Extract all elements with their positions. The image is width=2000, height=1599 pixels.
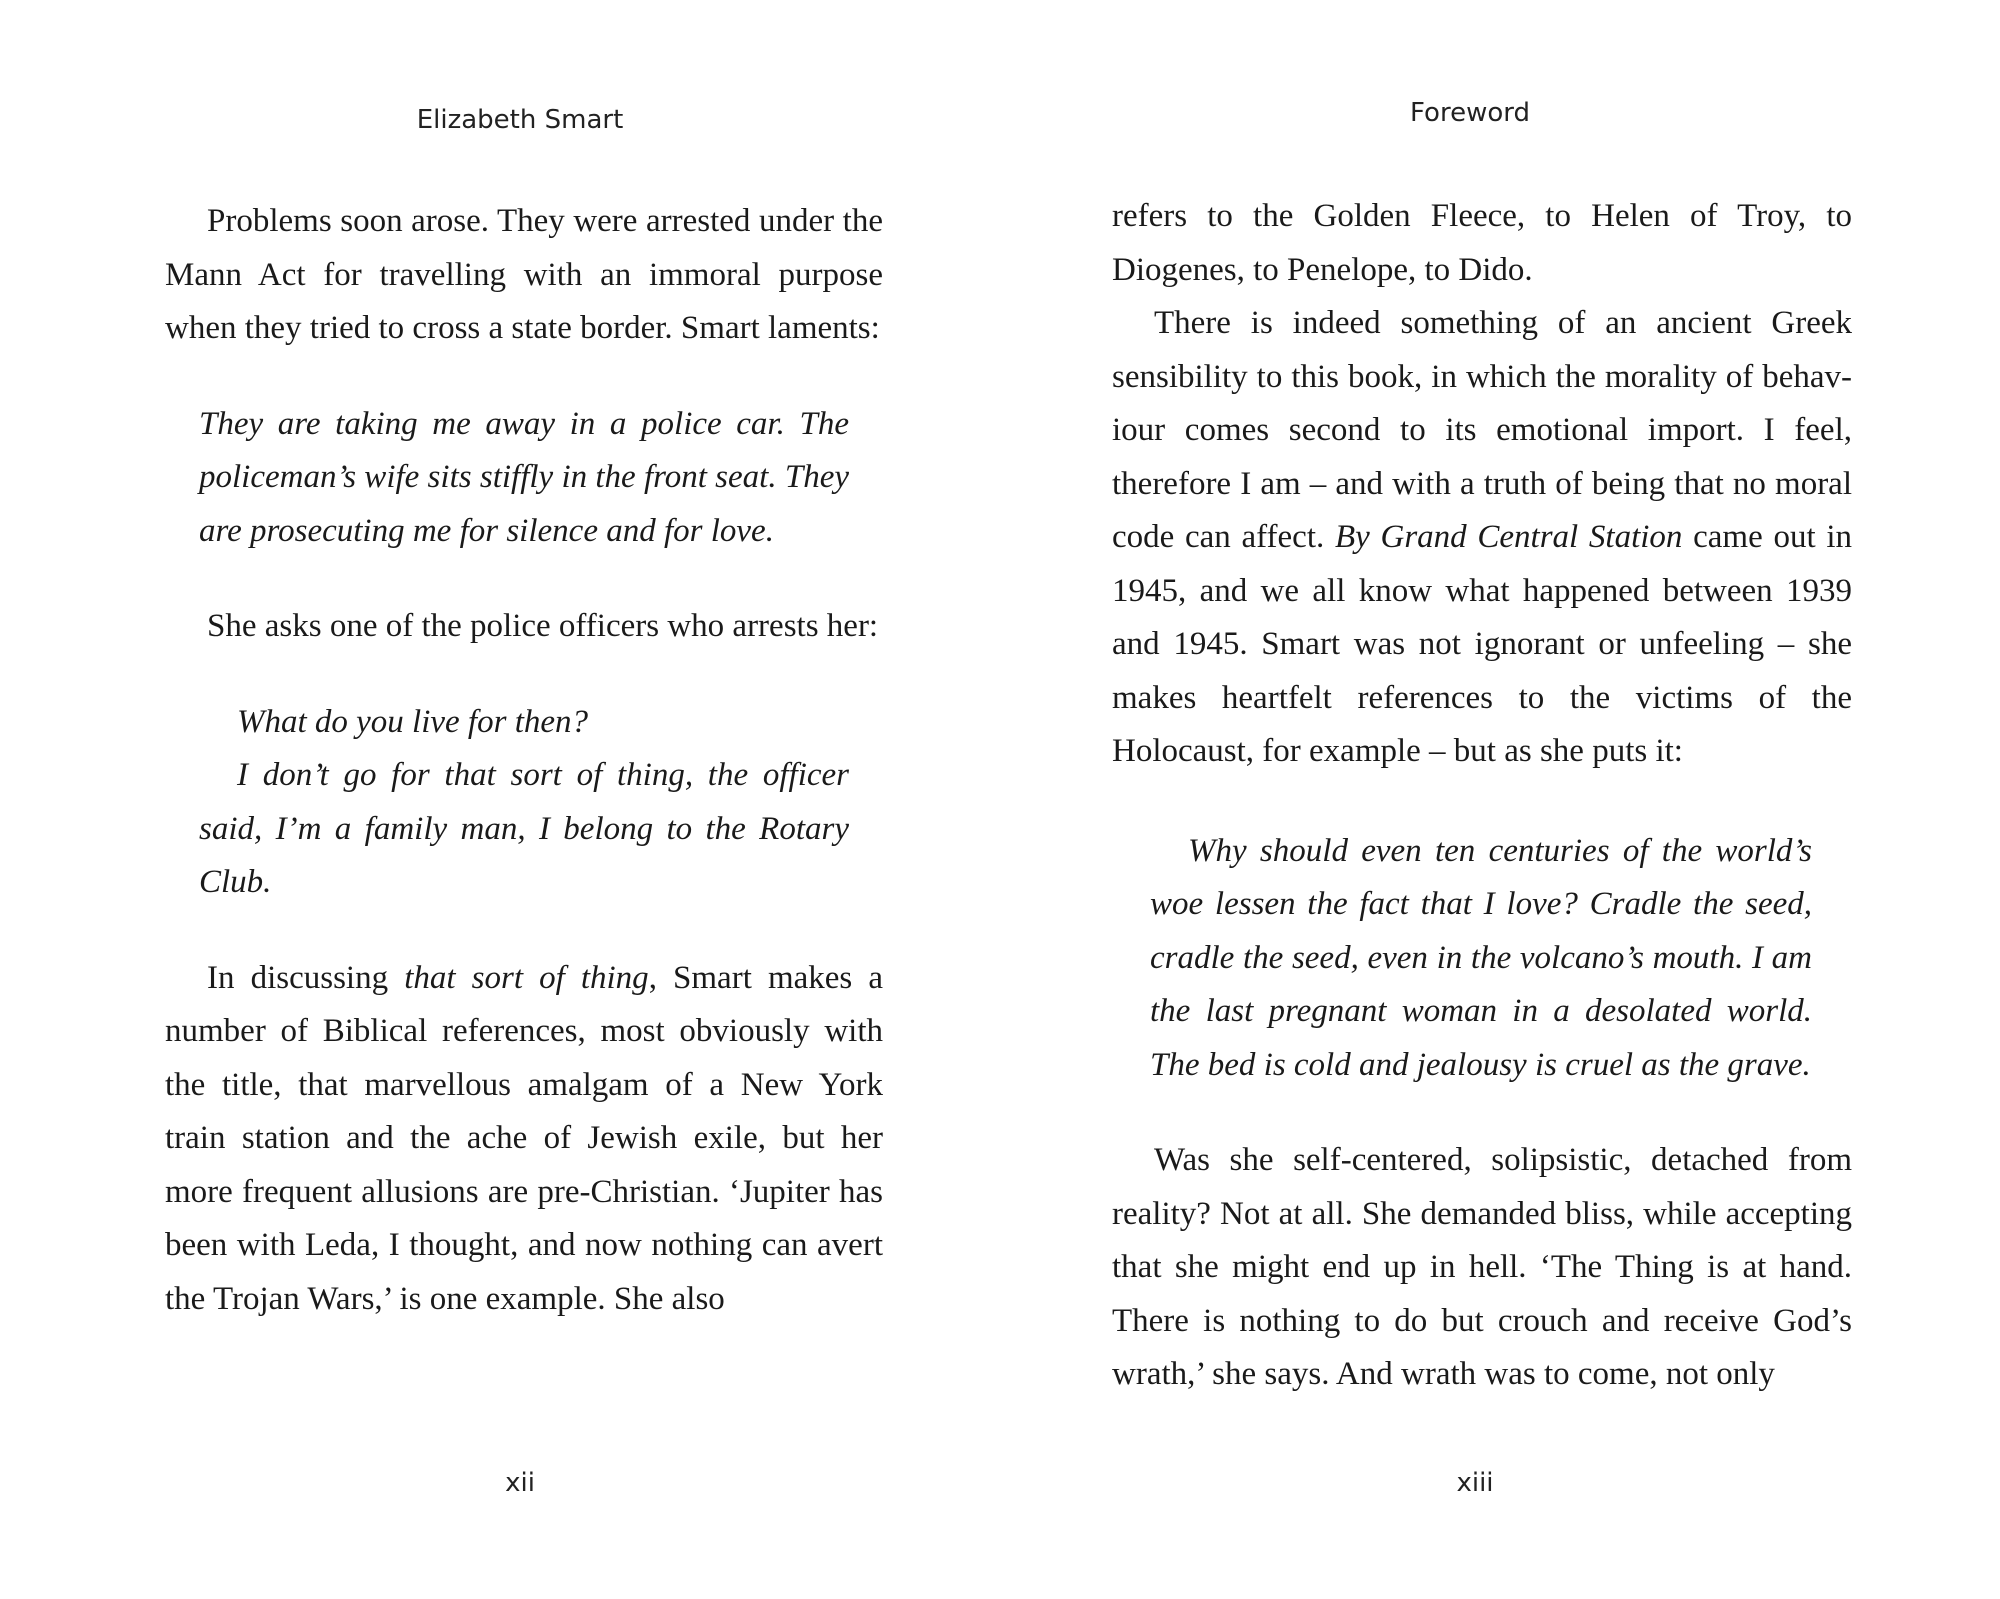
right-page [1000,0,2000,1599]
left-page-number: xii [505,1468,535,1498]
right-text-block [1112,190,1852,1402]
right-paragraph-3: Was she self-centered, solipsistic, detached from reality? Not at all. She demanded bliss, while accepting that she might end up in hell. ‘The Thing is at hand. There is nothing to do but crouch and receive God’s wrath,’ she says. And wrath was to come, not only [1112,1142,1852,1392]
right-blockquote-1 [1150,825,1812,1093]
right-paragraph-1: refers to the Golden Fleece, to Helen of Troy, to Diogenes, to Penelope, to Dido. [1112,198,1852,288]
left-paragraph-1: Problems soon arose. They were arrested under the Mann Act for travelling with an immoral purpose when they tried to cross a state border. Smart laments: [165,203,883,346]
right-running-head: Foreword [1410,98,1530,128]
right-quote-1-text: Why should even ten centuries of the world’s woe lessen the fact that I love? Cradle the seed, cradle the seed, even in the volcano’s mouth. I am the last pregnant woman in a desolated world. The bed is cold and jealousy is cruel as the grave. [1150,832,1812,1083]
left-paragraph-3-start: In discussing [207,959,405,996]
left-paragraph-3-italic: that sort of thing [404,959,649,996]
left-quote-1-text: They are taking me away in a police car. The policeman’s wife sits stiffly in the front seat. They are prosecuting me for silence and for love. [199,405,849,549]
left-blockquote-1 [199,398,849,559]
left-paragraph-3 [165,952,883,1327]
right-paragraph-2-rest: came out in 1945, and we all know what happened between 1939 and 1945. Smart was not ignorant or unfeeling – she makes heartfelt references to the victims of the Holocaust, for example – but as she puts it: [1112,519,1852,769]
right-page-number: xiii [1456,1468,1494,1498]
right-paragraph-2 [1112,297,1852,779]
left-paragraph-2: She asks one of the police officers who arrests her: [207,608,879,644]
left-blockquote-2 [199,696,849,910]
left-text-block [165,195,883,1326]
left-running-head: Elizabeth Smart [416,105,624,135]
left-quote-2-line-2: I don’t go for that sort of thing, the officer said, I’m a family man, I belong to the Rotary Club. [199,757,849,900]
left-quote-2-line-1: What do you live for then? [237,703,589,740]
right-paragraph-2-italic: By Grand Central Station [1334,519,1683,555]
right-paragraph-2-start: There is indeed something of an ancient Greek sensibility to this book, in which the morality of behav-iour comes second to its emotional import. I feel, therefore I am – and with a truth of being that no moral code can affect. [1112,305,1852,555]
left-paragraph-3-rest: , Smart makes a number of Biblical references, most obviously with the title, that marvellous amalgam of a New York train station and the ache of Jewish exile, but her more frequent allusions are pre-Christian. ‘Jupiter has been with Leda, I thought, and now nothing can avert the Trojan Wars,’ is one example. She also [165,959,884,1317]
